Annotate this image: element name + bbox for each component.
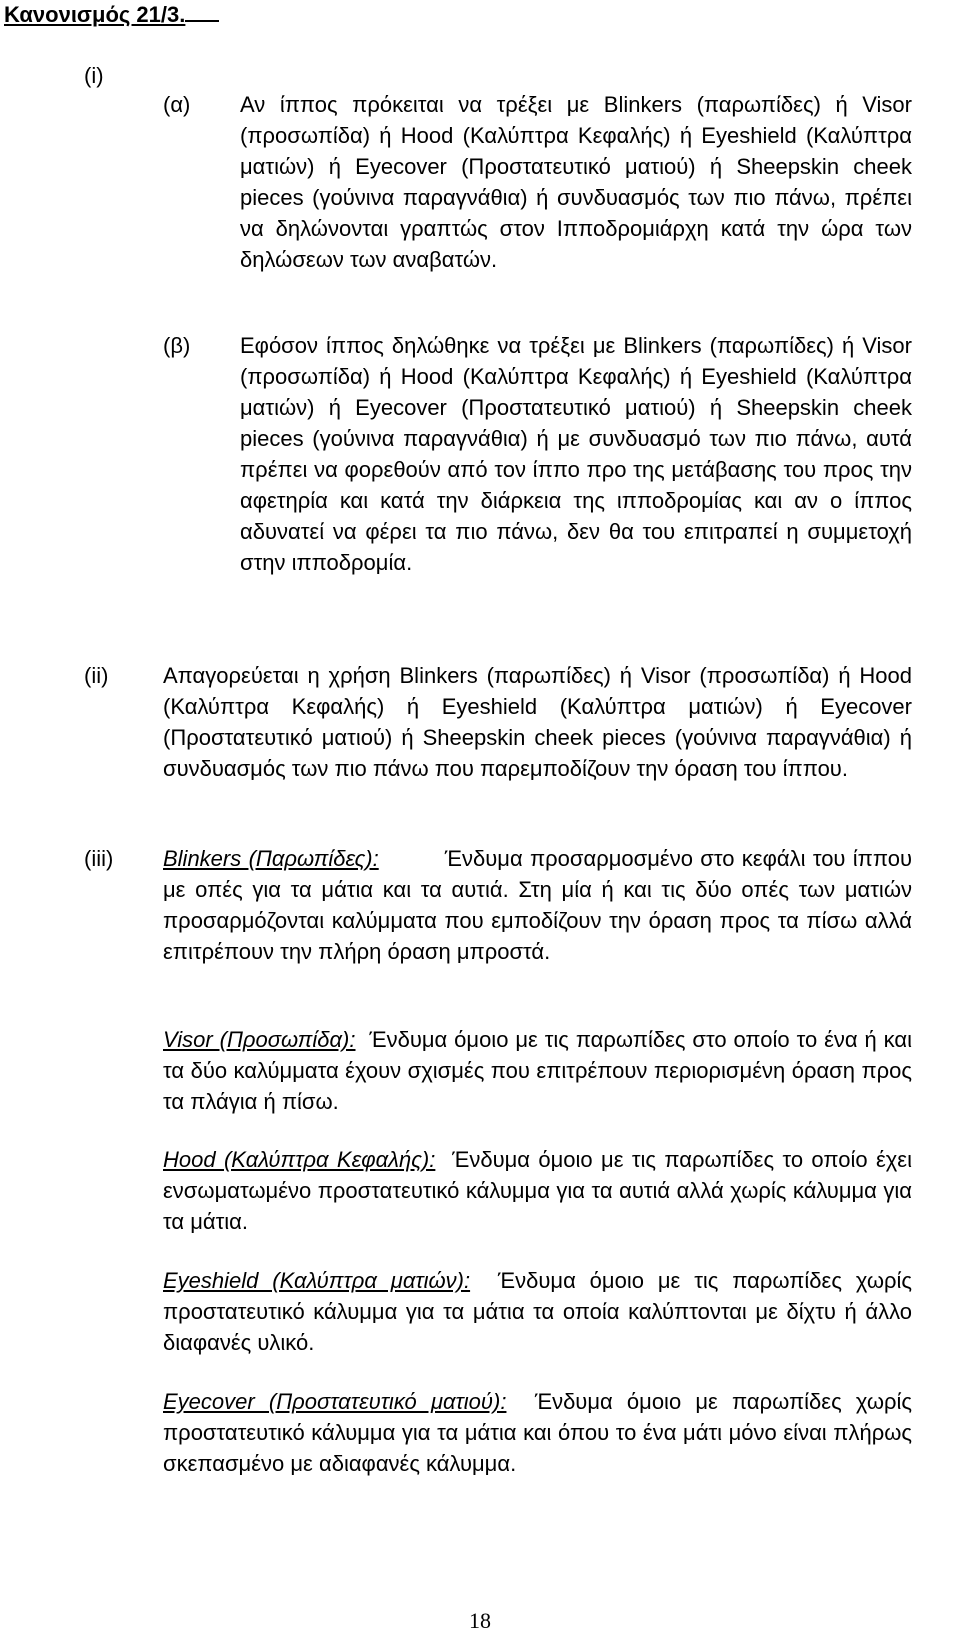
definition-hood [163,1144,912,1237]
item-ii-text: Απαγορεύεται η χρήση Blinkers (παρωπίδες) ή Visor (προσωπίδα) ή Hood (Καλύπτρα Κεφαλής) ή Eyeshield (Καλύπτρα ματιών) ή Eyecover (Προστατευτικό ματιού) ή Sheepskin cheek pieces (γούνινα παραγνάθια) ή συνδυασμός των πιο πάνω που παρεμποδίζουν την όραση του ίππου. [163,663,912,781]
definition-term: Visor (Προσωπίδα): [163,1027,356,1052]
definition-text: Ένδυμα όμοιο με τις παρωπίδες στο οποίο το ένα ή και τα δύο καλύμματα έχουν σχισμές που επιτρέπουν περιορισμένη όραση προς τα πλάγια ή πίσω. [163,1027,912,1114]
item-iii-marker: (iii) [84,846,114,871]
definition-blinkers [163,843,912,967]
definition-eyecover [163,1386,912,1479]
definition-text: Ένδυμα προσαρμοσμένο στο κεφάλι του ίππου με οπές για τα μάτια και τα αυτιά. Στη μία ή και τις δύο οπές των ματιών προσαρμόζονται καλύμματα που εμποδίζουν την όραση προς τα πίσω αλλά επιτρέπουν την πλήρη όραση μπροστά. [163,846,912,964]
page-number: 18 [469,1608,491,1633]
definition-term: Eyeshield (Καλύπτρα ματιών): [163,1268,471,1293]
item-i-marker: (i) [84,63,104,88]
definition-visor [163,1024,912,1117]
definition-text: Ένδυμα όμοιο με παρωπίδες χωρίς προστατευτικό κάλυμμα για τα μάτια και όπου το ένα μάτι μόνο είναι πλήρως σκεπασμένο με αδιαφανές κάλυμμα. [163,1389,913,1476]
definition-eyeshield [163,1265,912,1358]
item-ii-marker: (ii) [84,663,109,688]
definition-term: Blinkers (Παρωπίδες): [163,846,379,871]
regulation-heading: Κανονισμός 21/3. [4,0,219,30]
definition-term: Hood (Καλύπτρα Κεφαλής): [163,1147,436,1172]
definition-term: Eyecover (Προστατευτικό ματιού): [163,1389,507,1414]
item-alpha-marker: (α) [163,92,191,117]
item-beta-text: Εφόσον ίππος δηλώθηκε να τρέξει με Blinkers (παρωπίδες) ή Visor (προσωπίδα) ή Hood (Καλύπτρα Κεφαλής) ή Eyeshield (Καλύπτρα ματιών) ή Eyecover (Προστατευτικό ματιού) ή Sheepskin cheek pieces (γούνινα παραγνάθια) ή με συνδυασμό των πιο πάνω, αυτά πρέπει να φορεθούν από τον ίππο προ της μετάβασης του προς την αφετηρία και κατά την διάρκεια της ιπποδρομίας και αν ο ίππος αδυνατεί να φέρει τα πιο πάνω, δεν θα του επιτραπεί η συμμετοχή στην ιπποδρομία. [240,333,912,575]
definition-text: Ένδυμα όμοιο με τις παρωπίδες το οποίο έχει ενσωματωμένο προστατευτικό κάλυμμα για τα αυτιά αλλά χωρίς κάλυμμα για τα μάτια. [163,1147,912,1234]
item-alpha-text: Αν ίππος πρόκειται να τρέξει με Blinkers (παρωπίδες) ή Visor (προσωπίδα) ή Hood (Καλύπτρα Κεφαλής) ή Eyeshield (Καλύπτρα ματιών) ή Eyecover (Προστατευτικό ματιού) ή Sheepskin cheek pieces (γούνινα παραγνάθια) ή συνδυασμός των πιο πάνω, πρέπει να δηλώνονται γραπτώς στον Ιπποδρομιάρχη κατά την ώρα των δηλώσεων των αναβατών. [240,92,912,272]
definition-text: Ένδυμα όμοιο με τις παρωπίδες χωρίς προστατευτικό κάλυμμα για τα μάτια τα οποία καλύπτονται με δίχτυ ή άλλο διαφανές υλικό. [163,1268,912,1355]
item-beta-marker: (β) [163,333,191,358]
